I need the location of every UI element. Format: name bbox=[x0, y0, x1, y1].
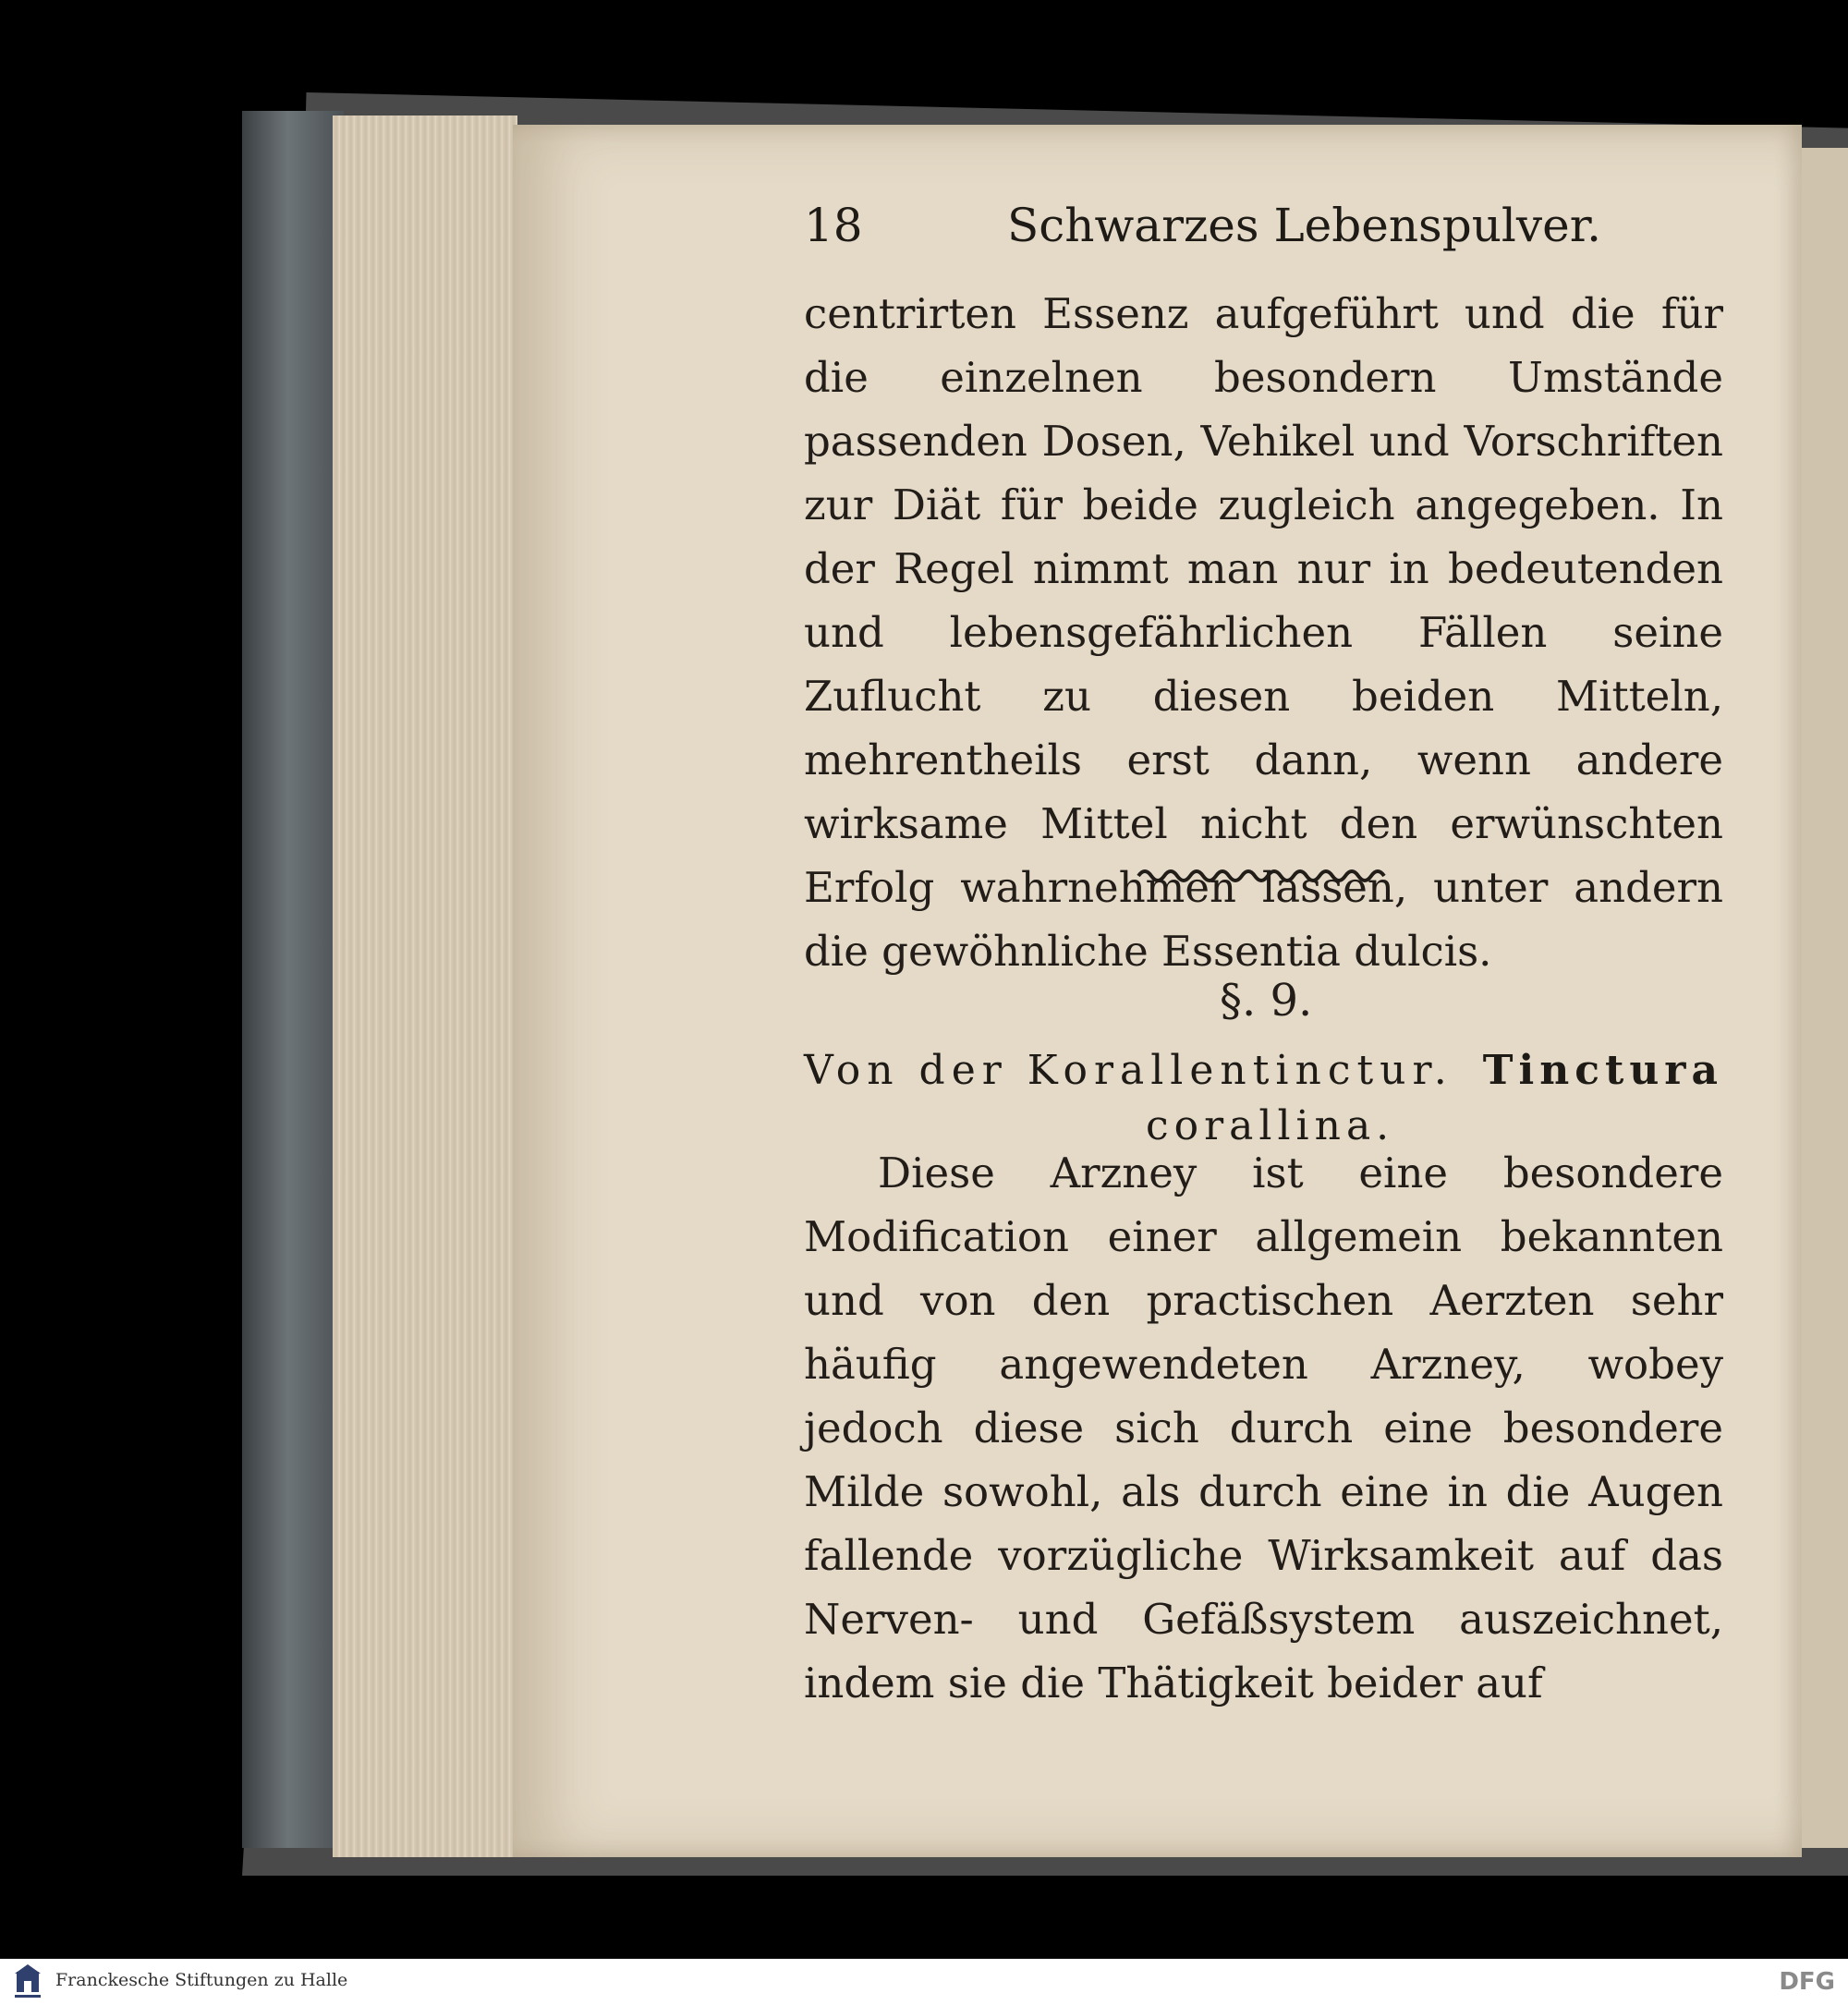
dfg-logo: DFG bbox=[1779, 1968, 1835, 1996]
paragraph-1: centrirten Essenz aufgeführt und die für die einzelnen besondern Umstände passenden Dosen, Vehikel und Vorschriften zur Diät für beide zugleich angegeben. In der Regel nimmt man nur in bedeutenden und lebensgefährlichen Fällen seine Zuflucht zu diesen beiden Mitteln, mehrentheils erst dann, wenn andere wirksame Mittel nicht den erwünschten Erfolg wahrnehmen lassen, unter andern die gewöhnliche Essentia dulcis. bbox=[804, 289, 1723, 976]
viewer-footer bbox=[0, 1959, 1848, 2005]
facing-page-edge bbox=[1802, 148, 1848, 1848]
section-title-german: Von der Korallentinctur. bbox=[804, 1047, 1453, 1094]
running-head: Schwarzes Lebenspulver. bbox=[1007, 199, 1602, 252]
book-spine bbox=[242, 111, 344, 1848]
section-number: §. 9. bbox=[1220, 975, 1313, 1027]
page-number: 18 bbox=[804, 199, 863, 252]
section-title-latin: Tinctura bbox=[1482, 1047, 1723, 1094]
wavy-divider-ornament bbox=[1137, 859, 1395, 893]
page-header bbox=[804, 199, 1728, 263]
paragraph-2: Diese Arzney ist eine besondere Modification einer allgemein bekannten und von den practischen Aerzten sehr häufig angewendeten Arzney, wobey jedoch diese sich durch eine besondere Milde sowohl, als durch eine in die Augen fallende vorzügliche Wirksamkeit auf das Nerven- und Gefäßsystem auszeichnet, indem sie die Thätigkeit beider auf bbox=[804, 1148, 1723, 1707]
page-stack-edge bbox=[333, 115, 517, 1857]
footer-institution: Franckesche Stiftungen zu Halle bbox=[55, 1970, 348, 1990]
section-title-latin-cont: corallina. bbox=[1146, 1102, 1395, 1149]
institution-logo-icon bbox=[11, 1962, 44, 2001]
